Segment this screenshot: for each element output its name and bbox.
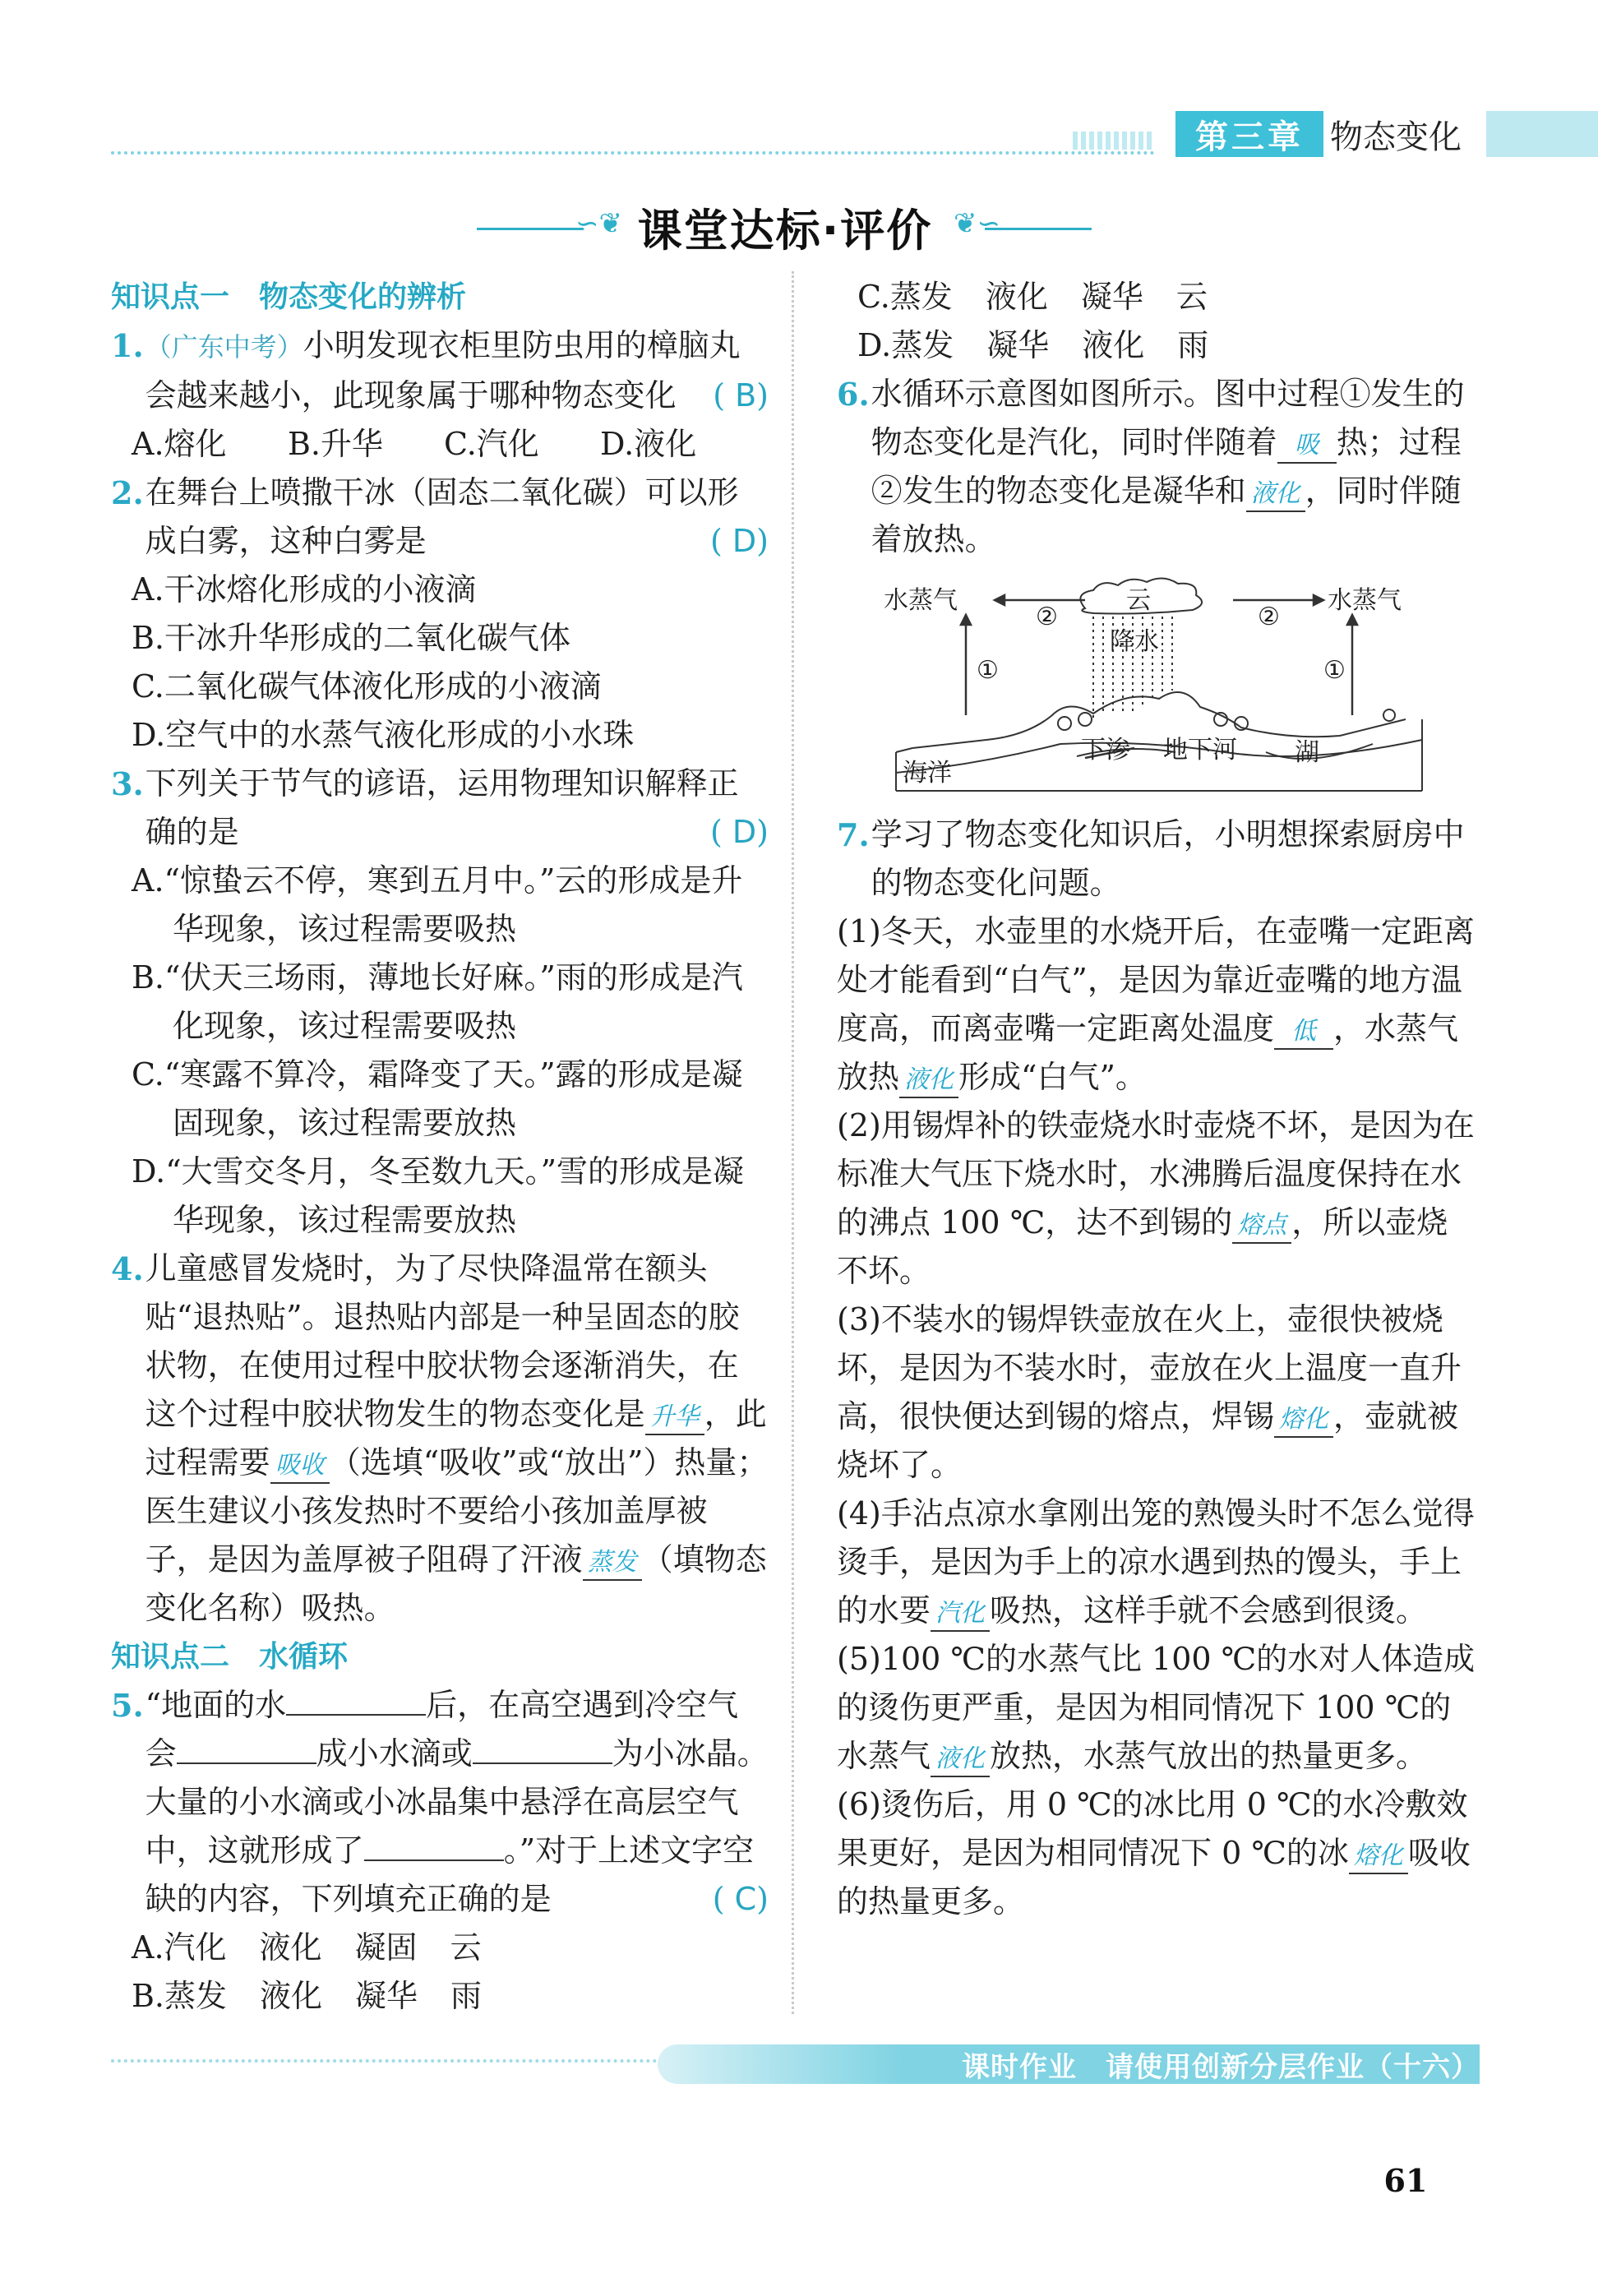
- question-text: ，所以壶烧不坏。: [837, 1204, 1448, 1289]
- option-part: 雨: [450, 1978, 483, 2014]
- sub-question-6: [837, 1781, 1478, 1926]
- option-line: 固现象，该过程需要放热: [173, 1105, 517, 1141]
- question-4: [111, 1245, 769, 1633]
- sub-question-2: [837, 1102, 1478, 1296]
- label-rain: 降水: [1110, 627, 1159, 656]
- blank: [177, 1735, 316, 1764]
- question-text: 吸热，这样手就不会感到很烫。: [990, 1592, 1428, 1628]
- land-outline: [912, 692, 1406, 748]
- answer-bracket: ( D): [710, 523, 769, 559]
- option: C.汽化: [444, 426, 539, 462]
- option-part: 凝华: [1080, 279, 1143, 315]
- question-text: 吸收的热量更多。: [837, 1835, 1471, 1919]
- option: D.液化: [600, 426, 697, 462]
- question-text: 在舞台上喷撒干冰（固态二氧化碳）可以形成白雾，这种白雾是: [145, 474, 739, 559]
- knowledge-point-1: 知识点一 物态变化的辨析: [111, 280, 467, 314]
- question-text: 放热，水蒸气放出的热量更多。: [990, 1738, 1428, 1774]
- question-text: 水循环示意图如图所示。图中过程①发生的物态变化是汽化，同时伴随着: [871, 376, 1465, 460]
- option: [111, 1972, 769, 2021]
- question-text: (2)用锡焊补的铁壶烧水时壶烧不坏，是因为在标准大气压下烧水时，水沸腾后温度保持在水的沸点 100 ℃，达不到锡的: [837, 1107, 1475, 1240]
- chapter-label: 第三章: [1175, 111, 1323, 157]
- option-line: 华现象，该过程需要放热: [173, 1202, 517, 1238]
- question-text: 形成“白气”。: [958, 1059, 1147, 1095]
- option: B.干冰升华形成的二氧化碳气体: [132, 620, 571, 656]
- question-text: “地面的水: [145, 1687, 287, 1723]
- sub-question-5: [837, 1635, 1478, 1781]
- question-5: [111, 1681, 769, 1924]
- option-part: B.蒸发: [132, 1978, 228, 2014]
- option: [837, 321, 1478, 370]
- option-part: 凝华: [986, 327, 1050, 363]
- answer-choice: C: [734, 1881, 757, 1917]
- answer-choice: D: [732, 523, 757, 559]
- sub-question-4: [837, 1490, 1478, 1635]
- option-part: 液化: [260, 1978, 323, 2014]
- left-column: [111, 273, 769, 2021]
- question-number: 1.: [111, 327, 144, 364]
- section-title: 课堂达标·评价: [637, 205, 933, 256]
- question-text: (4)手沾点凉水拿刚出笼的熟馒头时不怎么觉得烫手，是因为手上的凉水遇到热的馒头，手上的水要: [837, 1495, 1475, 1628]
- option-line: C.“寒露不算冷，霜降变了天。”露的形成是凝: [132, 1056, 743, 1093]
- footer-dotted-line: [111, 2059, 670, 2063]
- option: C.二氧化碳气体液化形成的小液滴: [132, 668, 602, 705]
- question-text: (5)100 ℃的水蒸气比 100 ℃的水对人体造成的烫伤更严重，是因为相同情况下 100 ℃的水蒸气: [837, 1641, 1476, 1774]
- arrowhead: [1347, 615, 1357, 625]
- question-text: 为小冰晶。大量的小水滴或小冰晶集中悬浮在高层空气中，这就形成了: [145, 1735, 769, 1869]
- option-part: 雨: [1177, 327, 1209, 363]
- header-dotted-line: [111, 151, 1155, 155]
- question-2: [111, 469, 769, 566]
- answer-choice: B: [735, 377, 757, 413]
- question-number: 4.: [111, 1250, 144, 1287]
- option-part: 液化: [1082, 327, 1145, 363]
- sub-question-1: [837, 908, 1478, 1102]
- label-process-1-left: ①: [977, 656, 999, 685]
- option-line: A.“惊蛰云不停，寒到五月中。”云的形成是升: [132, 862, 743, 899]
- question-text: ，此过程需要: [145, 1396, 767, 1481]
- label-vapor-right: 水蒸气: [1328, 586, 1402, 615]
- banner-line-left: [477, 228, 584, 230]
- label-lake: 湖: [1295, 738, 1319, 767]
- option: [111, 1148, 769, 1245]
- option: [837, 273, 1478, 321]
- handwritten-answer: 熔化: [1274, 1403, 1333, 1438]
- question-number: 7.: [837, 816, 870, 853]
- question-number: 3.: [111, 765, 144, 802]
- right-column: [837, 273, 1478, 1926]
- option: B.升华: [288, 426, 384, 462]
- handwritten-answer: 液化: [899, 1064, 958, 1098]
- option: [111, 1924, 769, 1972]
- question-text: 成小水滴或: [316, 1735, 473, 1772]
- blank: [286, 1686, 426, 1716]
- option-part: 云: [450, 1929, 482, 1966]
- option-part: 云: [1175, 279, 1208, 315]
- label-process-1-right: ①: [1323, 656, 1346, 685]
- handwritten-answer: 液化: [1246, 478, 1305, 512]
- question-source: （广东中考）: [145, 331, 303, 363]
- arrowhead: [1314, 595, 1323, 605]
- ground-layer: [896, 740, 1422, 773]
- question-7: [837, 811, 1478, 908]
- option-part: C.蒸发: [857, 279, 953, 315]
- question-text: ，水蒸气放热: [837, 1010, 1459, 1095]
- answer-bracket: ( D): [710, 814, 769, 850]
- handwritten-answer: 汽化: [931, 1597, 990, 1632]
- option: A.干冰熔化形成的小液滴: [132, 571, 477, 607]
- option-line: B.“伏天三场雨，薄地长好麻。”雨的形成是汽: [132, 959, 743, 996]
- footer-text: 课时作业 请使用创新分层作业（十六）: [962, 2050, 1480, 2084]
- banner-line-right: [985, 228, 1092, 230]
- arrowhead: [995, 595, 1005, 605]
- question-number: 2.: [111, 474, 144, 511]
- question-number: 6.: [837, 376, 870, 413]
- question-text: 下列关于节气的谚语，运用物理知识解释正确的是: [145, 765, 739, 850]
- answer-bracket: ( B): [713, 377, 769, 413]
- page-number: 61: [1383, 2162, 1428, 2199]
- handwritten-answer: 液化: [931, 1743, 990, 1777]
- question-text: 后，在高空遇到冷空气会: [145, 1687, 739, 1772]
- question-3: [111, 760, 769, 857]
- question-text: (6)烫伤后，用 0 ℃的冰比用 0 ℃的水冷敷效果更好，是因为相同情况下 0 ℃的冰: [837, 1786, 1468, 1871]
- question-text: 学习了物态变化知识后，小明想探索厨房中的物态变化问题。: [871, 816, 1465, 901]
- question-text: 。”对于上述文字空缺的内容，下列填充正确的是: [145, 1832, 755, 1917]
- handwritten-answer: 蒸发: [583, 1546, 642, 1581]
- option-part: 液化: [259, 1929, 322, 1966]
- question-text: 小明发现衣柜里防虫用的樟脑丸会越来越小，此现象属于哪种物态变化: [145, 327, 741, 413]
- handwritten-answer: 吸: [1277, 429, 1337, 464]
- question-text: （选填“吸收”或“放出”）热量；医生建议小孩发热时不要给小孩加盖厚被子，是因为盖厚被子阻碍了汗液: [145, 1444, 769, 1578]
- question-text: ，壶就被烧坏了。: [837, 1398, 1459, 1483]
- water-cycle-diagram: [880, 575, 1439, 797]
- header-tab: [1486, 111, 1598, 157]
- question-text: (1)冬天，水壶里的水烧开后，在壶嘴一定距离处才能看到“白气”，是因为靠近壶嘴的地方温度高，而离壶嘴一定距离处温度: [837, 913, 1475, 1046]
- question-text: ，同时伴随着放热。: [871, 473, 1462, 557]
- label-process-2-right: ②: [1258, 603, 1280, 631]
- question-number: 5.: [111, 1687, 144, 1724]
- label-vapor-left: 水蒸气: [884, 586, 958, 615]
- option-line: 华现象，该过程需要吸热: [173, 911, 517, 947]
- chapter-name: 物态变化: [1330, 118, 1462, 156]
- handwritten-answer: 熔化: [1349, 1840, 1408, 1874]
- answer-choice: D: [732, 814, 757, 850]
- option: [111, 954, 769, 1051]
- diagram-frame: [896, 719, 1422, 791]
- option-line: D.“大雪交冬月，冬至数九天。”雪的形成是凝: [132, 1153, 745, 1190]
- option: D.空气中的水蒸气液化形成的小水珠: [132, 717, 635, 753]
- header-stripes: [1073, 132, 1155, 150]
- arrowhead: [961, 615, 971, 625]
- option-part: 凝固: [354, 1929, 418, 1966]
- label-process-2-left: ②: [1036, 603, 1058, 631]
- label-seepage: 下渗: [1081, 736, 1130, 765]
- handwritten-answer: 低: [1274, 1015, 1333, 1050]
- label-underground-river: 地下河: [1163, 736, 1237, 765]
- label-cloud: 云: [1126, 586, 1151, 615]
- blank: [473, 1735, 612, 1764]
- handwritten-answer: 吸收: [270, 1449, 330, 1484]
- sub-question-3: [837, 1296, 1478, 1490]
- handwritten-answer: 熔点: [1232, 1209, 1291, 1244]
- swirl-left-icon: ∽❦: [575, 207, 622, 240]
- question-text: （填物态变化名称）吸热。: [145, 1541, 767, 1626]
- option-part: A.汽化: [132, 1929, 227, 1966]
- knowledge-point-2: 知识点二 水循环: [111, 1640, 349, 1674]
- answer-bracket: ( C): [712, 1881, 769, 1917]
- option: [111, 857, 769, 954]
- option: [111, 1051, 769, 1148]
- question-text: 热；过程②发生的物态变化是凝华和: [871, 424, 1462, 509]
- option-line: 化现象，该过程需要吸热: [173, 1008, 517, 1044]
- options-row: [111, 420, 769, 469]
- question-text: 儿童感冒发烧时，为了尽快降温常在额头贴“退热贴”。退热贴内部是一种呈固态的胶状物，在使用过程中胶状物会逐渐消失，在这个过程中胶状物发生的物态变化是: [145, 1250, 740, 1432]
- question-1: [111, 321, 769, 420]
- question-6: [837, 370, 1478, 564]
- option: A.熔化: [132, 426, 227, 462]
- handwritten-answer: 升华: [645, 1401, 704, 1435]
- option-part: 液化: [985, 279, 1048, 315]
- option-part: D.蒸发: [857, 327, 954, 363]
- blank: [364, 1832, 504, 1861]
- swirl-right-icon: ❦∽: [954, 207, 1000, 240]
- question-text: (3)不装水的锡焊铁壶放在火上，壶很快被烧坏，是因为不装水时，壶放在火上温度一直升高，很快便达到锡的熔点，焊锡: [837, 1301, 1462, 1434]
- label-sea: 海洋: [903, 759, 952, 788]
- column-divider: [792, 271, 794, 2014]
- option-part: 凝华: [355, 1978, 418, 2014]
